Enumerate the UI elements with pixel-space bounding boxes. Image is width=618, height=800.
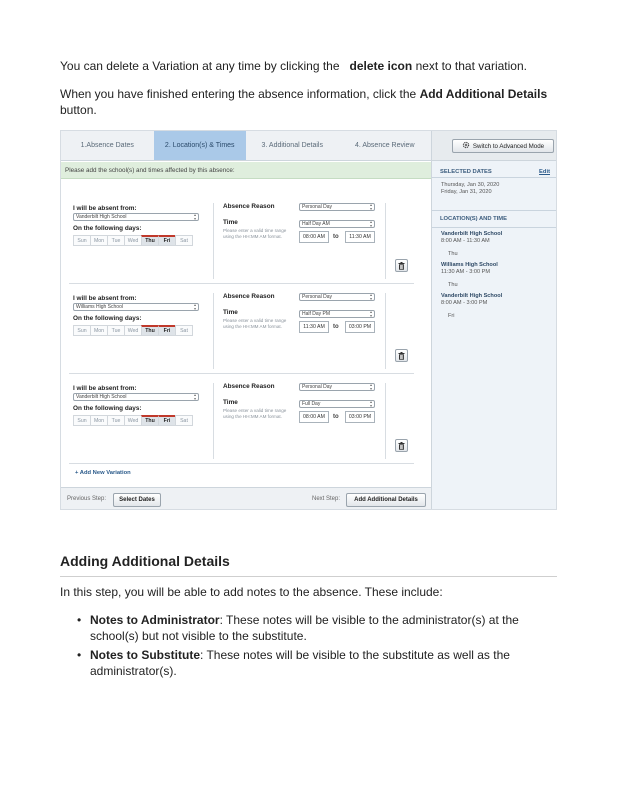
day-toggle-sat[interactable]: Sat (175, 415, 193, 426)
sidebar-day: Thu (448, 251, 458, 257)
absence-reason-select[interactable]: Personal Day ▴▾ (299, 383, 375, 391)
advanced-mode-label: Switch to Advanced Mode (472, 142, 545, 150)
day-toggle-wed[interactable]: Wed (124, 325, 142, 336)
sidebar-day: Fri (448, 313, 455, 319)
day-toggle-thu[interactable]: Thu (141, 325, 159, 336)
advanced-bar (431, 131, 557, 161)
variation-block (69, 199, 414, 284)
tab-locations-times[interactable]: 2. Location(s) & Times (154, 131, 247, 160)
intro-bold-delete-icon: delete icon (349, 59, 413, 73)
summary-sidebar (431, 161, 557, 510)
absence-reason-label: Absence Reason (223, 293, 275, 300)
time-label: Time (223, 399, 238, 406)
delete-variation-button[interactable] (395, 439, 408, 452)
add-variation-link[interactable]: + Add New Variation (75, 470, 131, 476)
sidebar-day: Thu (448, 282, 458, 288)
day-toggle-tue[interactable]: Tue (107, 415, 125, 426)
selected-date: Friday, Jan 31, 2020 (441, 189, 492, 195)
day-picker (73, 415, 192, 426)
select-dates-button[interactable]: Select Dates (113, 493, 161, 507)
variation-block (69, 379, 414, 464)
day-toggle-thu[interactable]: Thu (141, 235, 159, 246)
school-select[interactable]: Vanderbilt High School ▴▾ (73, 393, 199, 401)
absence-reason-label: Absence Reason (223, 383, 275, 390)
day-toggle-tue[interactable]: Tue (107, 325, 125, 336)
sidebar-time: 11:30 AM - 3:00 PM (441, 269, 491, 275)
start-time-input[interactable]: 11:30 AM (299, 321, 329, 333)
list-item (60, 612, 560, 644)
to-label: to (333, 234, 339, 240)
trash-icon (398, 352, 405, 360)
day-toggle-mon[interactable]: Mon (90, 415, 108, 426)
add-additional-details-button[interactable]: Add Additional Details (346, 493, 426, 507)
day-toggle-sun[interactable]: Sun (73, 415, 91, 426)
absent-from-label: I will be absent from: (73, 385, 137, 392)
day-picker (73, 325, 192, 336)
time-type-select[interactable]: Half Day PM ▴▾ (299, 310, 375, 318)
embedded-screenshot (60, 130, 557, 510)
absent-from-label: I will be absent from: (73, 295, 137, 302)
time-type-select[interactable]: Full Day ▴▾ (299, 400, 375, 408)
sidebar-time: 8:00 AM - 3:00 PM (441, 300, 488, 306)
column-divider (213, 383, 214, 459)
column-divider (213, 203, 214, 279)
sidebar-school: Vanderbilt High School (441, 231, 503, 237)
wizard-footer (61, 487, 431, 510)
previous-step-label: Previous Step: (67, 496, 107, 502)
day-toggle-sun[interactable]: Sun (73, 235, 91, 246)
column-divider (385, 293, 386, 369)
time-hint: Please enter a valid time range using the HH:MM AM format. (223, 408, 287, 419)
to-label: to (333, 324, 339, 330)
end-time-input[interactable]: 03:00 PM (345, 411, 375, 423)
tab-absence-dates[interactable]: 1.Absence Dates (80, 142, 134, 149)
day-toggle-sat[interactable]: Sat (175, 325, 193, 336)
section-heading: Adding Additional Details (60, 553, 230, 569)
location-time-header (432, 210, 557, 228)
following-days-label: On the following days: (73, 405, 142, 412)
day-toggle-mon[interactable]: Mon (90, 325, 108, 336)
trash-icon (398, 262, 405, 270)
to-label: to (333, 414, 339, 420)
intro-text: You can delete a Variation at any time by clicking the (60, 59, 340, 73)
day-toggle-mon[interactable]: Mon (90, 235, 108, 246)
bullet-term: Notes to Substitute (90, 648, 200, 662)
intro-bold-add-details: Add Additional Details (419, 87, 548, 101)
following-days-label: On the following days: (73, 225, 142, 232)
selected-dates-label: SELECTED DATES (440, 169, 492, 175)
day-toggle-wed[interactable]: Wed (124, 415, 142, 426)
school-select[interactable]: Vanderbilt High School ▴▾ (73, 213, 199, 221)
list-item (60, 647, 560, 679)
delete-variation-button[interactable] (395, 349, 408, 362)
day-toggle-sun[interactable]: Sun (73, 325, 91, 336)
end-time-input[interactable]: 03:00 PM (345, 321, 375, 333)
time-hint: Please enter a valid time range using the HH:MM AM format. (223, 318, 287, 329)
absence-reason-label: Absence Reason (223, 203, 275, 210)
time-type-select[interactable]: Half Day AM ▴▾ (299, 220, 375, 228)
start-time-input[interactable]: 08:00 AM (299, 411, 329, 423)
bullet-term: Notes to Administrator (90, 613, 220, 627)
sidebar-school: Vanderbilt High School (441, 293, 503, 299)
day-toggle-fri[interactable]: Fri (158, 325, 176, 336)
time-label: Time (223, 309, 238, 316)
day-toggle-fri[interactable]: Fri (158, 415, 176, 426)
absent-from-label: I will be absent from: (73, 205, 137, 212)
sidebar-school: Williams High School (441, 262, 498, 268)
day-toggle-tue[interactable]: Tue (107, 235, 125, 246)
day-toggle-sat[interactable]: Sat (175, 235, 193, 246)
day-toggle-wed[interactable]: Wed (124, 235, 142, 246)
tab-absence-review[interactable]: 4. Absence Review (354, 142, 415, 149)
intro-paragraph-delete (60, 58, 560, 74)
start-time-input[interactable]: 08:00 AM (299, 231, 329, 243)
following-days-label: On the following days: (73, 315, 142, 322)
time-hint: Please enter a valid time range using the HH:MM AM format. (223, 228, 287, 239)
edit-dates-link[interactable]: Edit (539, 169, 550, 175)
variation-block (69, 289, 414, 374)
column-divider (385, 383, 386, 459)
day-toggle-fri[interactable]: Fri (158, 235, 176, 246)
bullet-text: : These notes will be visible to the substitute as well as the administrator(s). (90, 648, 510, 678)
delete-variation-button[interactable] (395, 259, 408, 272)
advanced-mode-button[interactable] (452, 139, 554, 153)
column-divider (213, 293, 214, 369)
next-step-label: Next Step: (312, 496, 341, 502)
day-toggle-thu[interactable]: Thu (141, 415, 159, 426)
intro-text: When you have finished entering the absence information, click the (60, 87, 417, 101)
section-intro: In this step, you will be able to add notes to the absence. These include: (60, 585, 443, 599)
selected-dates-header (432, 164, 557, 178)
trash-icon (398, 442, 405, 450)
school-select[interactable]: Williams High School ▴▾ (73, 303, 199, 311)
section-divider (60, 576, 557, 577)
absence-reason-select[interactable]: Personal Day ▴▾ (299, 293, 375, 301)
day-picker (73, 235, 192, 246)
column-divider (385, 203, 386, 279)
wizard-tabs (61, 131, 431, 161)
intro-text: next to that variation. (415, 59, 527, 73)
absence-reason-select[interactable]: Personal Day ▴▾ (299, 203, 375, 211)
gear-icon (462, 141, 470, 151)
location-time-label: LOCATION(S) AND TIME (440, 216, 507, 222)
notice-bar: Please add the school(s) and times affected by this absence: (61, 162, 431, 179)
bullet-text: : These notes will be visible to the administrator(s) at the school(s) but not visible to the substitute. (90, 613, 519, 643)
tab-additional-details[interactable]: 3. Additional Details (261, 142, 323, 149)
notes-list (60, 612, 560, 682)
intro-text: button. (60, 103, 97, 117)
intro-paragraph-finish (60, 86, 560, 118)
selected-date: Thursday, Jan 30, 2020 (441, 182, 500, 188)
sidebar-time: 8:00 AM - 11:30 AM (441, 238, 490, 244)
time-label: Time (223, 219, 238, 226)
end-time-input[interactable]: 11:30 AM (345, 231, 375, 243)
